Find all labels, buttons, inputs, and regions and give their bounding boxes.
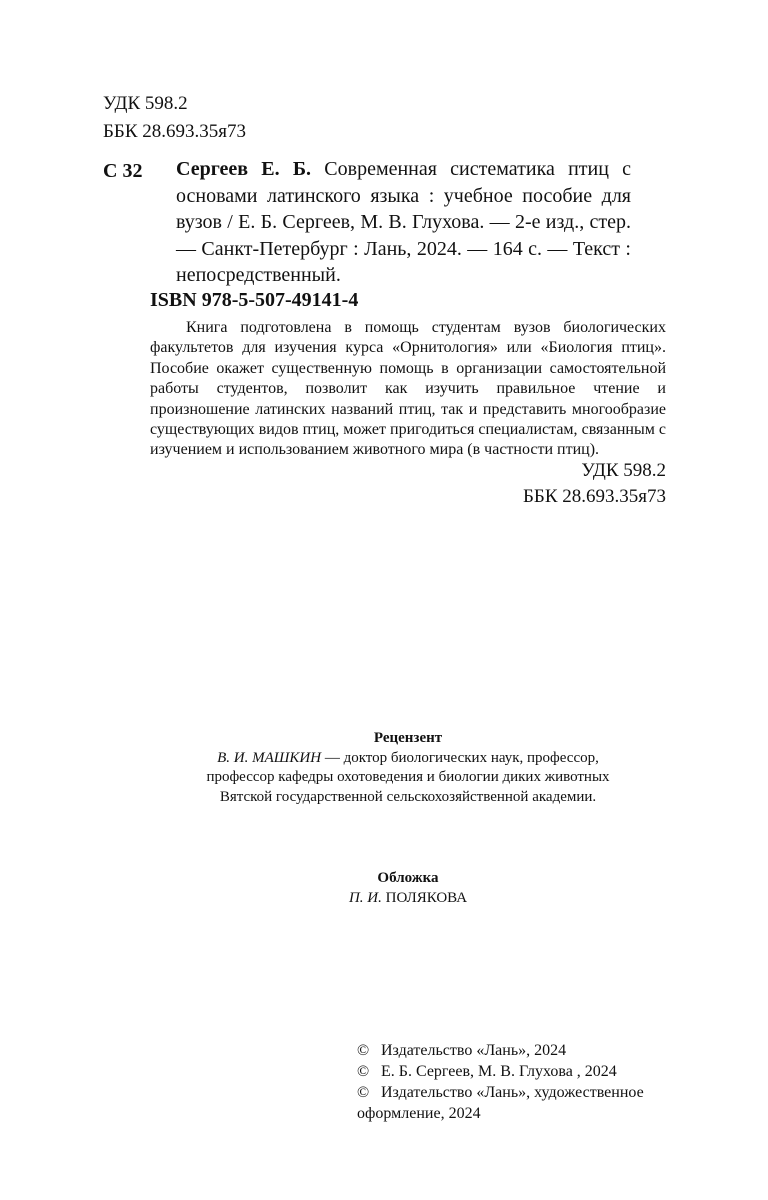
bibliographic-description: [176, 156, 631, 289]
reviewer-name: В. И. МАШКИН: [217, 749, 322, 766]
reviewer-heading: Рецензент: [373, 730, 443, 746]
copyright-line-1: [357, 1040, 667, 1061]
udk-code: УДК 598.2: [103, 93, 188, 114]
copyright-symbol: ©: [357, 1042, 370, 1059]
description-text: Современная систематика птиц с основами латинского языка : учебное пособие для вузов / Е. Б. Сергеев, М. В. Глухова. — 2-е изд., стер. — Санкт-Петербург : Лань, 2024. — 164 с. — Текст : непосредственный.: [176, 158, 632, 286]
copyright-line-4: оформление, 2024: [357, 1105, 481, 1122]
reviewer-line-1: [150, 749, 666, 769]
copyright-line-3: [357, 1082, 667, 1103]
bbk-code-bottom: ББК 28.693.35я73: [523, 486, 666, 507]
udk-bbk-bottom: [150, 458, 666, 510]
isbn: ISBN 978-5-507-49141-4: [150, 289, 359, 311]
author-name: Сергеев Е. Б.: [176, 158, 312, 180]
udk-code-bottom: УДК 598.2: [581, 460, 666, 481]
copyright-symbol: ©: [357, 1084, 370, 1101]
author-mark: С 32: [103, 160, 143, 182]
cover-designer-initials: П. И.: [348, 890, 382, 906]
reviewer-title: — доктор биологических наук, профессор,: [321, 749, 599, 766]
annotation: Книга подготовлена в помощь студентам вузов биологических факультетов для изучения курса «Орнитология» или «Биология птиц». Пособие окажет существенную помощь в организации самостоятельной работы студентов, позволит как изучить правильное чтение и произношение латинских названий птиц, так и представить многообразие существующих видов птиц, может пригодиться специалистам, связанным с изучением и использованием животного мира (в частности птиц).: [150, 319, 666, 459]
reviewer-line-2: профессор кафедры охотоведения и биологии диких животных: [206, 769, 610, 785]
cover-heading: Обложка: [377, 870, 439, 886]
cover-block: [150, 868, 666, 908]
copyright-text-2: Е. Б. Сергеев, М. В. Глухова , 2024: [381, 1063, 617, 1080]
copyright-line-2: [357, 1061, 667, 1082]
reviewer-line-3: Вятской государственной сельскохозяйственной академии.: [219, 788, 597, 805]
copyright-text-1: Издательство «Лань», 2024: [381, 1042, 567, 1059]
copyright-symbol: ©: [357, 1063, 370, 1080]
copyright-text-3: Издательство «Лань», художественное: [381, 1084, 644, 1101]
udk-bbk-top: [103, 90, 246, 146]
cover-designer: [150, 888, 666, 908]
cover-designer-surname: ПОЛЯКОВА: [381, 890, 468, 906]
bbk-code: ББК 28.693.35я73: [103, 121, 246, 142]
copyright-block: [357, 1040, 667, 1124]
reviewer-block: [150, 729, 666, 807]
